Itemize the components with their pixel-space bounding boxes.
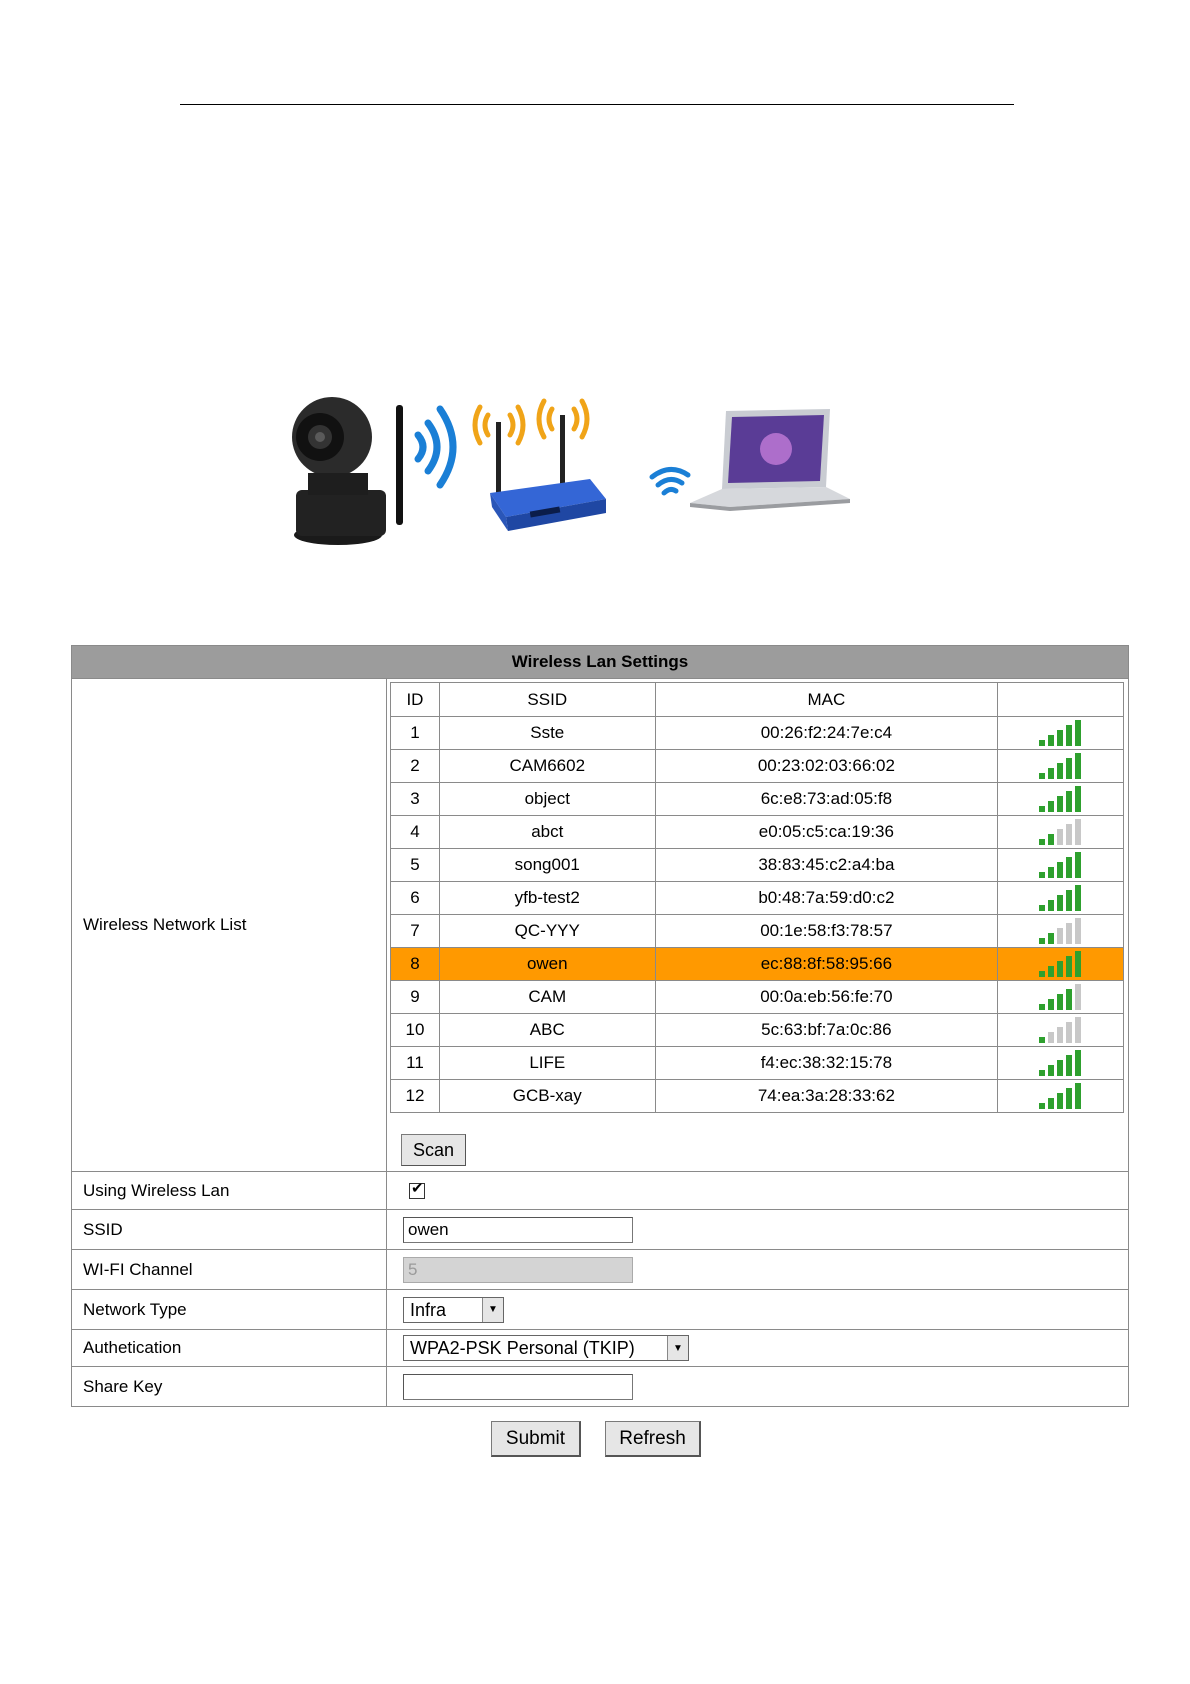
checkmark-icon: ✔ [411, 1179, 424, 1197]
signal-bar [1057, 1093, 1063, 1109]
network-mac-cell: 00:0a:eb:56:fe:70 [655, 981, 998, 1014]
network-signal-cell [998, 750, 1124, 783]
signal-bars [1039, 720, 1083, 746]
signal-strength-icon [1039, 885, 1083, 911]
signal-strength-icon [1039, 984, 1083, 1010]
signal-bar [1075, 786, 1081, 812]
refresh-button[interactable]: Refresh [605, 1421, 701, 1457]
signal-bars [1039, 1083, 1083, 1109]
network-signal-cell [998, 981, 1124, 1014]
signal-bars [1039, 786, 1083, 812]
signal-strength-icon [1039, 951, 1083, 977]
camera-wifi-icon [418, 409, 453, 485]
network-id-cell: 2 [391, 750, 440, 783]
using-wireless-row [72, 1172, 1128, 1210]
signal-bar [1039, 740, 1045, 746]
network-ssid-cell: abct [439, 816, 655, 849]
signal-bars [1039, 1017, 1083, 1043]
signal-strength-icon [1039, 1050, 1083, 1076]
network-table [390, 682, 1124, 1113]
channel-input [403, 1257, 633, 1283]
network-mac-cell: 38:83:45:c2:a4:ba [655, 849, 998, 882]
signal-strength-icon [1039, 753, 1083, 779]
network-id-cell: 12 [391, 1080, 440, 1113]
signal-bar [1075, 852, 1081, 878]
network-type-value: Infra [410, 1299, 447, 1320]
table-row[interactable] [391, 882, 1124, 915]
using-wireless-checkbox[interactable] [409, 1179, 425, 1199]
signal-bars [1039, 819, 1083, 845]
signal-bars [1039, 951, 1083, 977]
signal-bar [1066, 1022, 1072, 1043]
signal-strength-icon [1039, 720, 1083, 746]
network-signal-cell [998, 948, 1124, 981]
network-ssid-cell: Sste [439, 717, 655, 750]
signal-strength-icon [1039, 918, 1083, 944]
submit-button[interactable]: Submit [491, 1421, 581, 1457]
signal-strength-icon [1039, 1017, 1083, 1043]
signal-bar [1048, 933, 1054, 944]
signal-bar [1057, 1060, 1063, 1076]
scan-button[interactable]: Scan [401, 1134, 466, 1166]
signal-bar [1066, 956, 1072, 977]
signal-bar [1066, 857, 1072, 878]
signal-bar [1048, 1032, 1054, 1043]
top-rule [180, 104, 1014, 105]
table-row[interactable] [391, 1047, 1124, 1080]
signal-bar [1075, 1083, 1081, 1109]
table-row[interactable] [391, 981, 1124, 1014]
signal-bar [1066, 824, 1072, 845]
signal-bar [1039, 971, 1045, 977]
signal-bar [1057, 961, 1063, 977]
network-id-cell: 7 [391, 915, 440, 948]
signal-bar [1039, 1103, 1045, 1109]
dropdown-arrow-icon[interactable]: ▼ [482, 1298, 503, 1322]
authentication-value: WPA2-PSK Personal (TKIP) [410, 1338, 635, 1358]
dropdown-arrow-icon[interactable]: ▼ [667, 1336, 688, 1360]
col-mac: MAC [655, 683, 998, 717]
share-key-input[interactable] [403, 1374, 633, 1400]
signal-bar [1066, 725, 1072, 746]
network-diagram [290, 395, 910, 555]
signal-bars [1039, 885, 1083, 911]
signal-bar [1066, 890, 1072, 911]
signal-bar [1039, 839, 1045, 845]
signal-bar [1048, 735, 1054, 746]
signal-bar [1039, 938, 1045, 944]
network-ssid-cell: GCB-xay [439, 1080, 655, 1113]
signal-bar [1075, 984, 1081, 1010]
authentication-select[interactable] [403, 1335, 689, 1361]
ssid-row [72, 1210, 1128, 1250]
signal-bars [1039, 1050, 1083, 1076]
using-wireless-label: Using Wireless Lan [72, 1172, 387, 1209]
network-mac-cell: 74:ea:3a:28:33:62 [655, 1080, 998, 1113]
network-ssid-cell: ABC [439, 1014, 655, 1047]
network-list-cell [387, 679, 1128, 1171]
signal-bar [1039, 806, 1045, 812]
authentication-row [72, 1330, 1128, 1367]
signal-bar [1039, 1070, 1045, 1076]
signal-bar [1039, 1037, 1045, 1043]
signal-bar [1066, 1088, 1072, 1109]
signal-strength-icon [1039, 786, 1083, 812]
network-id-cell: 5 [391, 849, 440, 882]
signal-bar [1066, 923, 1072, 944]
signal-bar [1057, 994, 1063, 1010]
share-key-label: Share Key [72, 1367, 387, 1406]
network-signal-cell [998, 849, 1124, 882]
signal-bar [1057, 1027, 1063, 1043]
network-mac-cell: 5c:63:bf:7a:0c:86 [655, 1014, 998, 1047]
network-id-cell: 8 [391, 948, 440, 981]
network-signal-cell [998, 915, 1124, 948]
network-signal-cell [998, 1014, 1124, 1047]
signal-bar [1039, 872, 1045, 878]
signal-bar [1066, 1055, 1072, 1076]
signal-bar [1075, 720, 1081, 746]
network-ssid-cell: object [439, 783, 655, 816]
table-row[interactable] [391, 750, 1124, 783]
laptop-icon [690, 409, 850, 511]
table-row[interactable] [391, 816, 1124, 849]
network-ssid-cell: owen [439, 948, 655, 981]
network-mac-cell: 00:23:02:03:66:02 [655, 750, 998, 783]
network-id-cell: 11 [391, 1047, 440, 1080]
signal-strength-icon [1039, 852, 1083, 878]
laptop-wifi-icon [652, 469, 688, 493]
signal-bar [1057, 763, 1063, 779]
signal-bars [1039, 984, 1083, 1010]
network-mac-cell: b0:48:7a:59:d0:c2 [655, 882, 998, 915]
col-signal [998, 683, 1124, 717]
table-row[interactable] [391, 849, 1124, 882]
signal-bar [1048, 966, 1054, 977]
signal-bar [1066, 758, 1072, 779]
network-ssid-cell: CAM [439, 981, 655, 1014]
table-row[interactable] [391, 948, 1124, 981]
network-mac-cell: 00:1e:58:f3:78:57 [655, 915, 998, 948]
channel-label: WI-FI Channel [72, 1250, 387, 1289]
network-table-body [391, 717, 1124, 1113]
channel-row [72, 1250, 1128, 1290]
network-ssid-cell: song001 [439, 849, 655, 882]
col-id: ID [391, 683, 440, 717]
signal-strength-icon [1039, 819, 1083, 845]
network-type-label: Network Type [72, 1290, 387, 1329]
network-signal-cell [998, 882, 1124, 915]
network-ssid-cell: CAM6602 [439, 750, 655, 783]
signal-bar [1048, 1065, 1054, 1076]
signal-bar [1075, 885, 1081, 911]
signal-bars [1039, 852, 1083, 878]
network-id-cell: 6 [391, 882, 440, 915]
network-table-header [391, 683, 1124, 717]
signal-bar [1048, 900, 1054, 911]
table-row[interactable] [391, 717, 1124, 750]
signal-bar [1075, 1050, 1081, 1076]
signal-bars [1039, 753, 1083, 779]
network-mac-cell: ec:88:8f:58:95:66 [655, 948, 998, 981]
network-mac-cell: f4:ec:38:32:15:78 [655, 1047, 998, 1080]
signal-bar [1057, 928, 1063, 944]
network-signal-cell [998, 1047, 1124, 1080]
signal-bar [1075, 819, 1081, 845]
col-ssid: SSID [439, 683, 655, 717]
network-id-cell: 10 [391, 1014, 440, 1047]
signal-bar [1075, 1017, 1081, 1043]
signal-bar [1057, 829, 1063, 845]
network-signal-cell [998, 1080, 1124, 1113]
network-type-row [72, 1290, 1128, 1330]
ip-camera-icon [292, 397, 403, 545]
network-id-cell: 4 [391, 816, 440, 849]
signal-bar [1057, 862, 1063, 878]
table-row[interactable] [391, 1014, 1124, 1047]
signal-bar [1075, 951, 1081, 977]
network-ssid-cell: LIFE [439, 1047, 655, 1080]
signal-bar [1039, 773, 1045, 779]
signal-bar [1048, 801, 1054, 812]
ssid-label: SSID [72, 1210, 387, 1249]
router-icon [490, 415, 606, 531]
signal-bar [1075, 918, 1081, 944]
signal-bar [1066, 791, 1072, 812]
signal-bar [1057, 895, 1063, 911]
authentication-label: Authetication [72, 1330, 387, 1366]
signal-strength-icon [1039, 1083, 1083, 1109]
network-mac-cell: 6c:e8:73:ad:05:f8 [655, 783, 998, 816]
wireless-network-list-row [72, 679, 1128, 1172]
panel-title: Wireless Lan Settings [72, 646, 1128, 679]
network-mac-cell: 00:26:f2:24:7e:c4 [655, 717, 998, 750]
signal-bar [1039, 1004, 1045, 1010]
network-signal-cell [998, 717, 1124, 750]
network-id-cell: 1 [391, 717, 440, 750]
network-mac-cell: e0:05:c5:ca:19:36 [655, 816, 998, 849]
signal-bar [1048, 834, 1054, 845]
signal-bar [1048, 999, 1054, 1010]
signal-bar [1048, 867, 1054, 878]
table-row[interactable] [391, 915, 1124, 948]
network-type-select[interactable] [403, 1297, 504, 1323]
signal-bar [1066, 989, 1072, 1010]
wireless-network-list-label: Wireless Network List [72, 679, 387, 1171]
table-row[interactable] [391, 783, 1124, 816]
network-id-cell: 3 [391, 783, 440, 816]
router-wifi-icon [475, 401, 587, 443]
signal-bar [1039, 905, 1045, 911]
network-ssid-cell: yfb-test2 [439, 882, 655, 915]
network-ssid-cell: QC-YYY [439, 915, 655, 948]
signal-bar [1048, 768, 1054, 779]
wireless-lan-settings-panel [71, 645, 1129, 1407]
signal-bar [1048, 1098, 1054, 1109]
share-key-row [72, 1367, 1128, 1406]
signal-bar [1075, 753, 1081, 779]
signal-bar [1057, 796, 1063, 812]
network-signal-cell [998, 816, 1124, 849]
signal-bars [1039, 918, 1083, 944]
signal-bar [1057, 730, 1063, 746]
network-signal-cell [998, 783, 1124, 816]
table-row[interactable] [391, 1080, 1124, 1113]
network-id-cell: 9 [391, 981, 440, 1014]
ssid-input[interactable] [403, 1217, 633, 1243]
network-illustration [290, 395, 910, 555]
